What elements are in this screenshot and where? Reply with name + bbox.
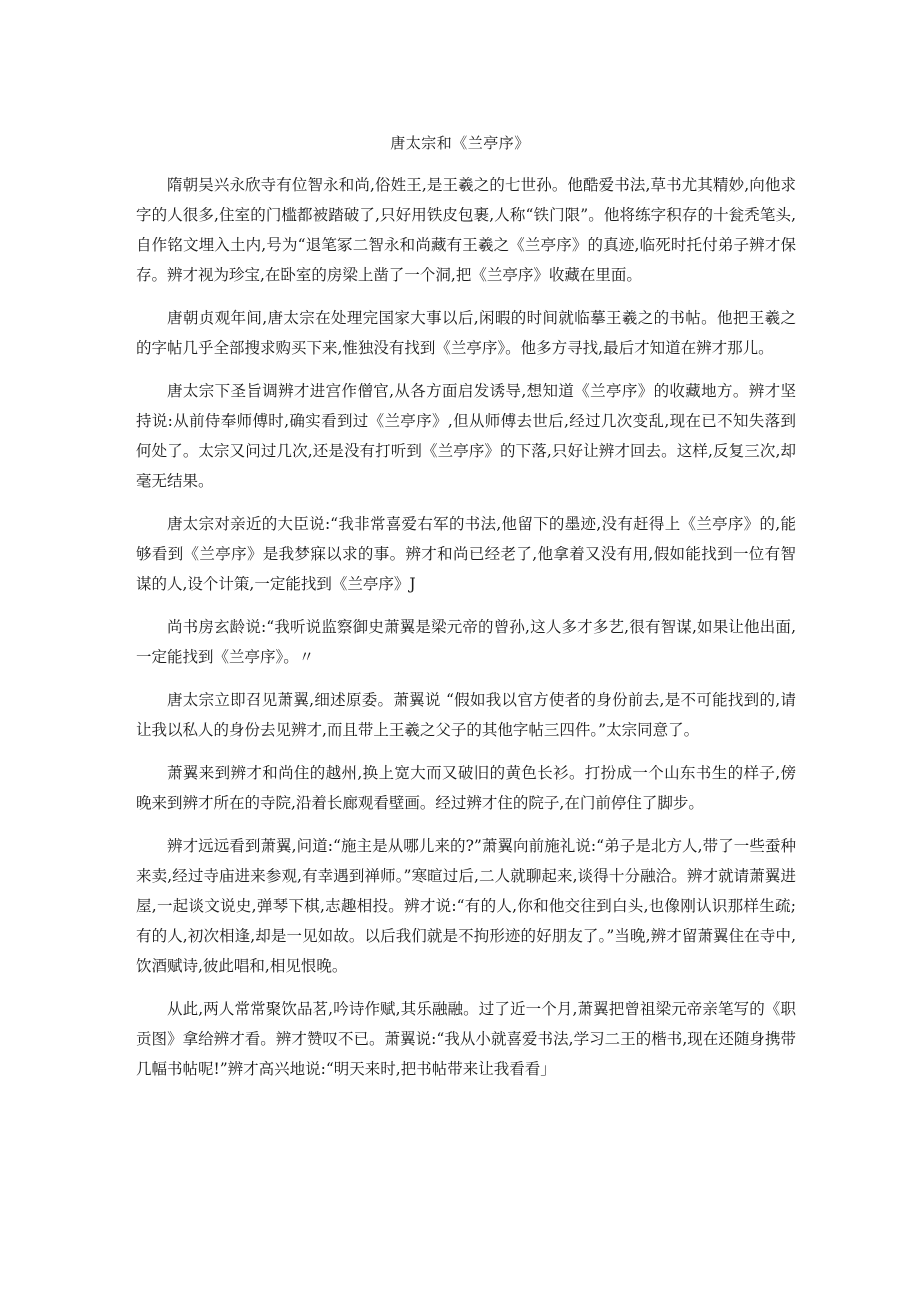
paragraph-4: 唐太宗对亲近的大臣说:“我非常喜爱右军的书法,他留下的墨迹,没有赶得上《兰亭序》的,能够看到《兰亭序》是我梦寐以求的事。辨才和尚已经老了,他拿着又没有用,假如能找到一位有智谋的人,设个计策,一定能找到《兰亭序》J: [136, 515, 796, 593]
paragraph-5: 尚书房玄龄说:“我听说监察御史萧翼是梁元帝的曾孙,这人多才多艺,很有智谋,如果让他出面,一定能找到《兰亭序》。〃: [136, 618, 796, 666]
article-body: [136, 170, 796, 1097]
paragraph-7: 萧翼来到辨才和尚住的越州,换上宽大而又破旧的黄色长衫。打扮成一个山东书生的样子,傍晚来到辨才所在的寺院,沿着长廊观看壁画。经过辨才住的院子,在门前停住了脚步。: [136, 764, 796, 812]
paragraph-9: 从此,两人常常聚饮品茗,吟诗作赋,其乐融融。过了近一个月,萧翼把曾祖梁元帝亲笔写的《职贡图》拿给辨才看。辨才赞叹不已。萧翼说:“我从小就喜爱书法,学习二王的楷书,现在还随身携带几幅书帖呢!”辨才高兴地说:“明天来时,把书帖带来让我看看」: [136, 1000, 796, 1078]
paragraph-3: 唐太宗下圣旨调辨才进宫作僧官,从各方面启发诱导,想知道《兰亭序》的收藏地方。辨才坚持说:从前侍奉师傅时,确实看到过《兰亭序》,但从师傅去世后,经过几次变乱,现在已不知失落到何处了。太宗又问过几次,还是没有打听到《兰亭序》的下落,只好让辨才回去。这样,反复三次,却毫无结果。: [136, 382, 796, 490]
paragraph-1: 隋朝吴兴永欣寺有位智永和尚,俗姓王,是王羲之的七世孙。他酷爱书法,草书尤其精妙,向他求字的人很多,住室的门槛都被踏破了,只好用铁皮包裹,人称“铁门限”。他将练字积存的十瓮秃笔头,自作铭文埋入土内,号为“退笔冢二智永和尚藏有王羲之《兰亭序》的真迹,临死时托付弟子辨才保存。辨才视为珍宝,在卧室的房梁上凿了一个洞,把《兰亭序》收藏在里面。: [136, 176, 796, 284]
paragraph-6: 唐太宗立即召见萧翼,细述原委。萧翼说 “假如我以官方使者的身份前去,是不可能找到的,请让我以私人的身份去见辨才,而且带上王羲之父子的其他字帖三四件。”太宗同意了。: [136, 691, 796, 739]
paragraph-8: 辨才远远看到萧翼,问道:“施主是从哪儿来的?”萧翼向前施礼说:“弟子是北方人,带了一些蚕种来卖,经过寺庙进来参观,有幸遇到禅师。”寒暄过后,二人就聊起来,谈得十分融洽。辨才就请萧翼进屋,一起谈文说史,弹琴下棋,志趣相投。辨才说:“有的人,你和他交往到白头,也像刚认识那样生疏;有的人,初次相逢,却是一见如故。以后我们就是不拘形迹的好朋友了。”当晚,辨才留萧翼住在寺中,饮酒赋诗,彼此唱和,相见恨晚。: [136, 837, 796, 975]
paragraph-2: 唐朝贞观年间,唐太宗在处理完国家大事以后,闲暇的时间就临摹王羲之的书帖。他把王羲之的字帖几乎全部搜求购买下来,惟独没有找到《兰亭序》。他多方寻找,最后才知道在辨才那儿。: [136, 309, 796, 357]
page-title: 唐太宗和《兰亭序》: [390, 134, 530, 152]
